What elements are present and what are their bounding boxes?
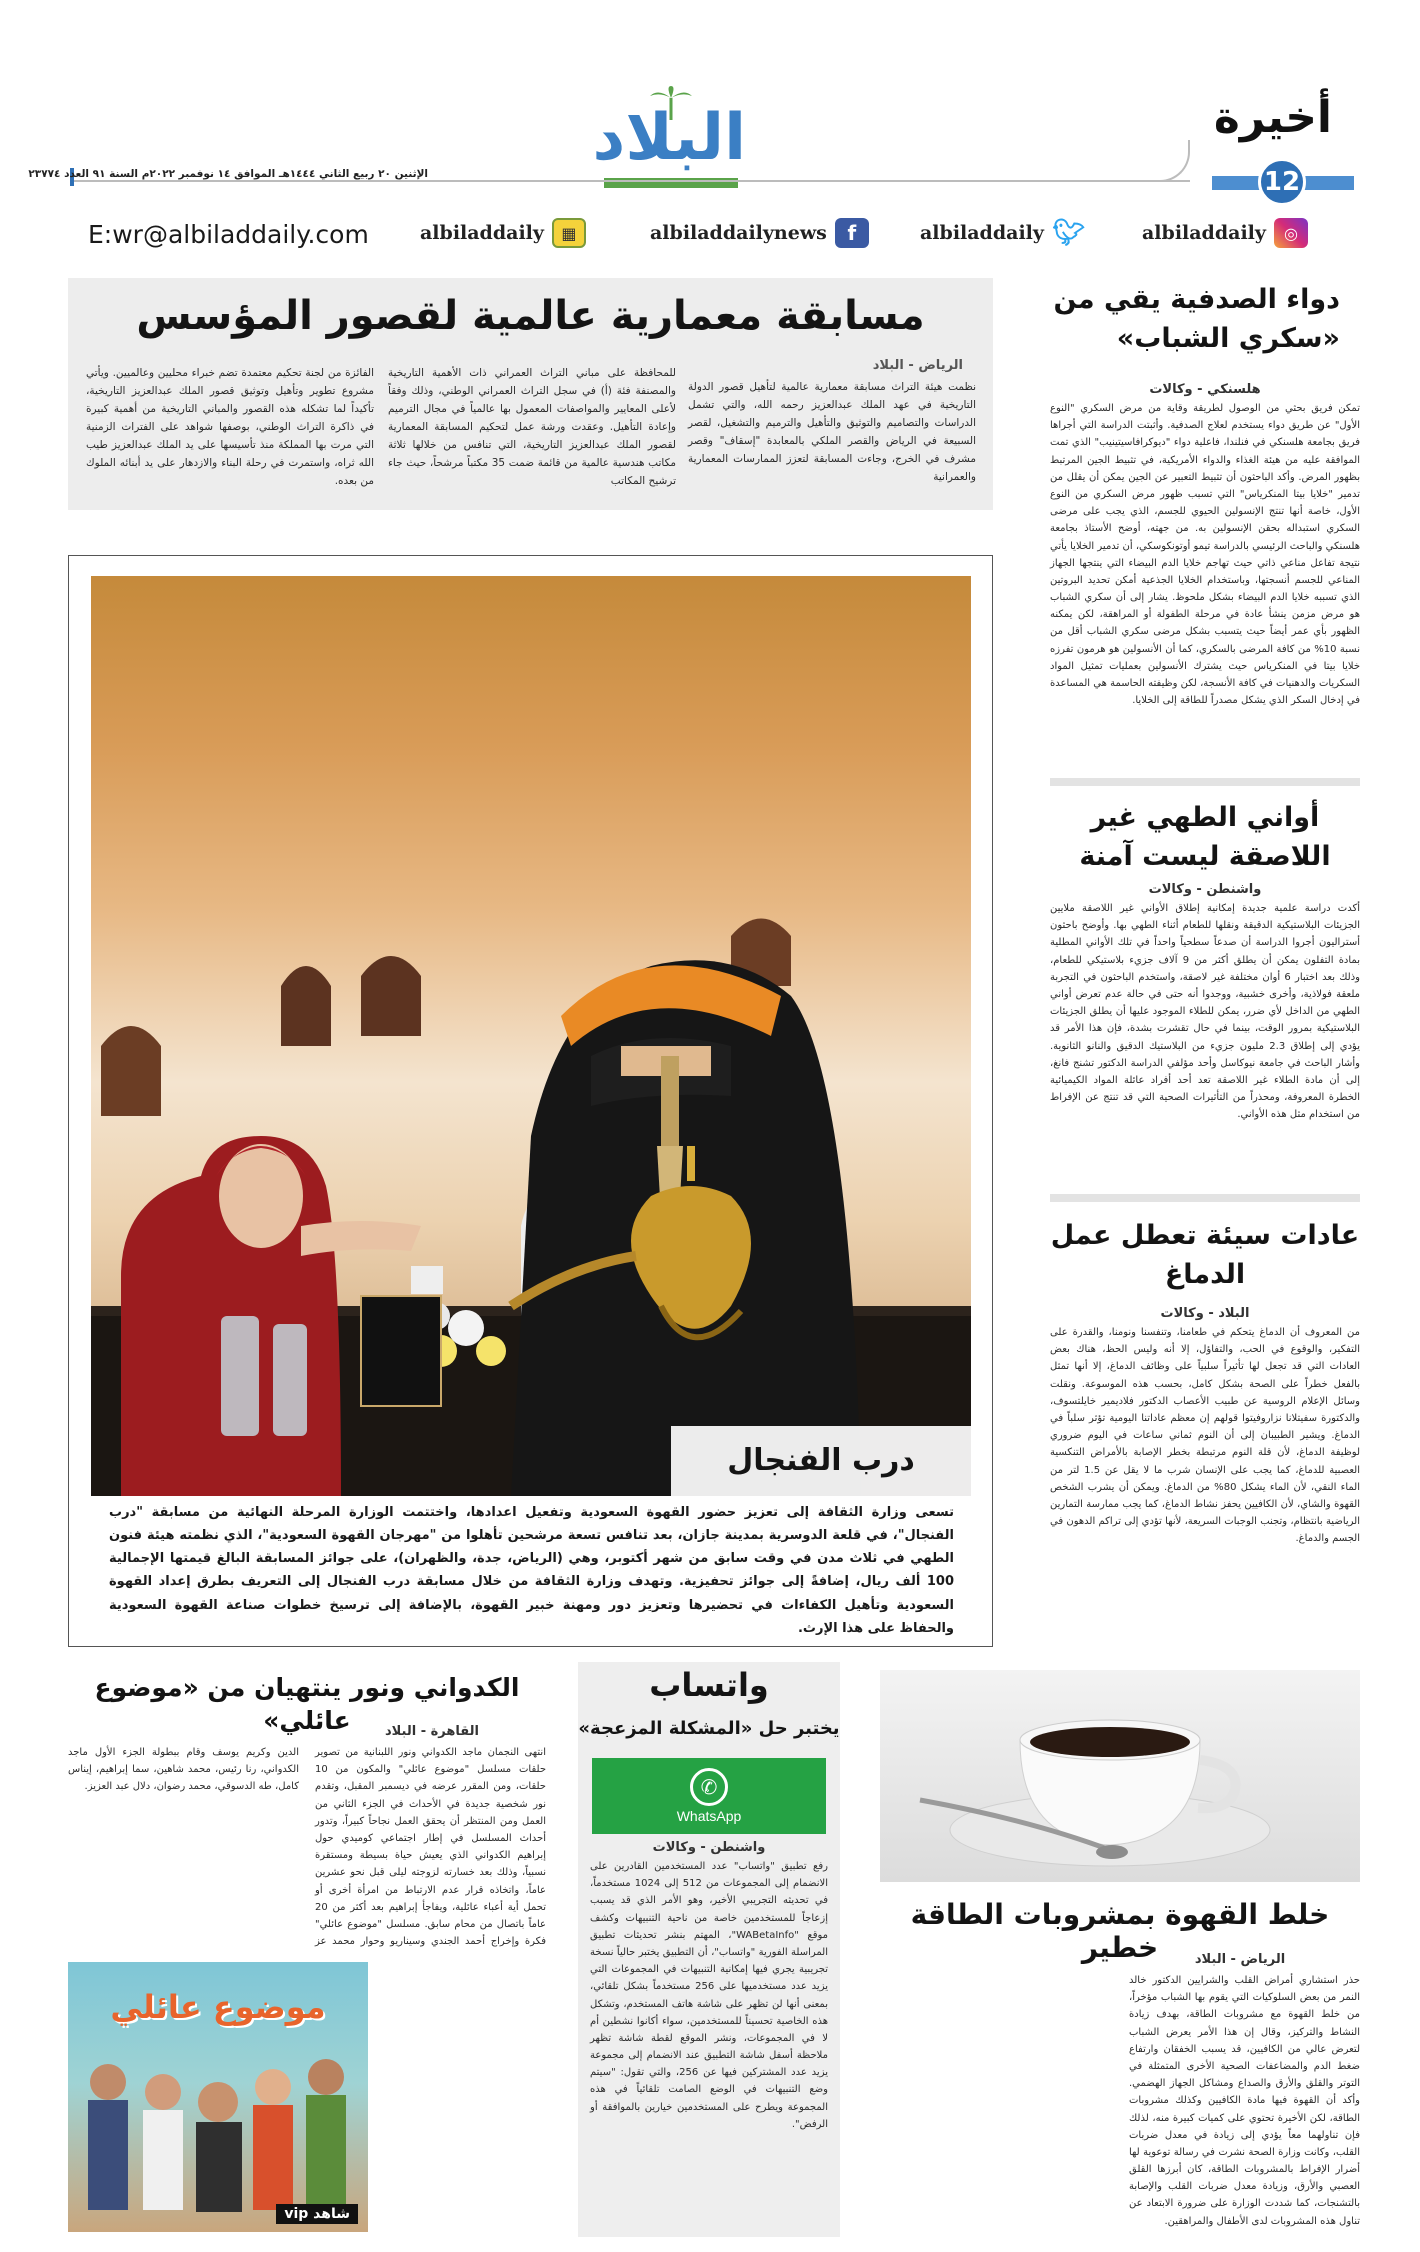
whatsapp-kicker: واتساب <box>649 1666 769 1704</box>
family-headline: الكدواني ونور ينتهيان من «موضوع عائلي» <box>94 1673 520 1735</box>
logo <box>592 86 746 190</box>
whatsapp-icon: ✆ <box>690 1768 728 1806</box>
whatsapp-logo <box>592 1758 826 1834</box>
main-story-box <box>68 278 993 510</box>
page-number: 12 <box>1258 158 1306 206</box>
feature-photo-illustration <box>91 576 971 1496</box>
twitter-handle: albiladdaily <box>920 222 1044 244</box>
series-poster-title: موضوع عائلي <box>110 1988 326 2026</box>
sidebar-article-3-headline: عادات سيئة تعطل عمل الدماغ <box>1050 1220 1360 1291</box>
email[interactable]: E:wr@albiladdaily.com <box>88 220 369 249</box>
feature-paragraph: تسعى وزارة الثقافة إلى تعزيز حضور القهوة السعودية وتفعيل اعدادها، واختتمت الوزارة المرحلة النهائية من مسابقة "درب الفنجال"، في قلعة الدوسرية بمدينة جازان، بعد تنافس تسعة مرشحين تأهلوا من "مهرجان القهوة السعودية"، الذي نظمته هيئة فنون الطهي في ثلاث مدن في وقت سابق من شهر أكتوبر، وهي (الرياض، جدة، والظهران)، على جوائز المسابقة البالغ قيمتها الإجمالية 100 ألف ريال، إضافةً إلى جوائز تحفيزية. وتهدف وزارة الثقافة من خلال مسابقة درب الفنجال إلى التعريف بطرق إعداد القهوة السعودية وتأهيل الكفاءات في تحضيرها وتعزيز دور ومهنة خبير القهوة، بالإضافة إلى ترسيخ خطوات صناعة القهوة السعودية والحفاظ على هذا الإرث. <box>109 1505 954 1636</box>
feature-photo <box>91 576 971 1496</box>
social-instagram[interactable] <box>1142 218 1308 248</box>
masthead <box>0 0 1420 250</box>
sidebar-article-1-headline: دواء الصدفية يقي من «سكري الشباب» <box>1053 284 1340 355</box>
feature-photo-caption: درب الفنجال <box>727 1443 915 1478</box>
sidebar-separator-2 <box>1050 1194 1360 1202</box>
sidebar-article-2-body: أكدت دراسة علمية جديدة إمكانية إطلاق الأواني غير اللاصقة ملايين الجزيئات البلاستيكية الدقيقة ونقلها للطعام أثناء الطهي بها. وأوضح باحثون أستراليون أجروا الدراسة أن صدعاً سطحياً واحداً في تلك الأواني المطلية بمادة التفلون يمكن أن يطلق أكثر من 9 آلاف جزيء بلاستيكي للطعام، وذلك بعد اختبار 6 أوان مختلفة غير لاصقة، واستخدم الباحثون في التجربة ملعقة فولاذية، وأخرى خشبية، ووجدوا أنه حتى في حالة عدم تعرض أواني الطهي من الداخل لأي ضرر، يمكن للطلاء الموجود عليها أن يطلق الجزيئات البلاستيكية بمرور الوقت، بينما في حال تقشرت بشدة، فإن هذا الأمر قد يؤدي إلى إطلاق 2.3 مليون جزيء من البلاستيك الدقيق والنانو الثانوية. وأشار الباحث في جامعة نيوكاسل وأحد مؤلفي الدراسة الدكتور تشنج فانغ، إلى أن مادة الطلاء غير اللاصقة تعد أحد أفراد عائلة المواد الكيميائية الخطرة المعروفة، ومحذراً من التأثيرات الصحية التي قد تنتج عن الإفراط من استخدام مثل هذه الأواني. <box>1050 903 1360 1121</box>
top-rule-right <box>1160 140 1190 182</box>
section-title: أخيرة <box>1213 92 1332 143</box>
sidebar <box>1050 270 1360 1660</box>
family-body: انتهى النجمان ماجد الكدواني ونور اللبنانية من تصوير حلقات مسلسل "موضوع عائلي" والمكون من 10 حلقات، ومن المقرر عرضه في ديسمبر المقبل، وتقدم نور شخصية جديدة في الأحداث في الجزء الثاني من العمل ومن المنتظر أن يحقق العمل نجاحاً كبيراً، وتدور أحداث المسلسل في إطار اجتماعي كوميدي حول إبراهيم الكدواني الذي يعيش حياة بسيطة ومستقرة نسبياً، وذلك بعد خسارته لزوجته ليلى قبل نحو عشرين عاماً، واتخاذه قرار عدم الارتباط من امرأة أخرى أو تحمل أية أعباء عائلية، ويفاجأ إبراهيم بعد أكثر من 20 عاماً باتصال من محام سابق. مسلسل "موضوع عائلي" فكرة وإخراج أحمد الجندي وسيناريو وحوار محمد عز الدين وكريم يوسف وقام ببطولة الجزء الأول ماجد الكدواني، رنا رئيس، محمد شاهين، سما إبراهيم، إيناس كامل، طه الدسوقي، محمد رضوان، دلال عبد العزيز. <box>68 1747 546 1948</box>
coffee-photo <box>880 1670 1360 1882</box>
instagram-handle: albiladdaily <box>1142 222 1266 244</box>
logo-text: البلاد <box>592 101 746 175</box>
main-headline: مسابقة معمارية عالمية لقصور المؤسس <box>136 293 925 339</box>
whatsapp-body: رفع تطبيق "واتساب" عدد المستخدمين القادرين على الانضمام إلى المجموعات من 512 إلى 1024 مستخدماً، في تحديثه التجريبي الأخير، وهو الأمر الذي قد يسبب إزعاجاً للمستخدمين خاصة من ناحية التنبيهات وكشف موقع "WABetaInfo"، المهتم بنشر تحديثات تطبيق المراسلة الفورية "واتساب"، أن التطبيق يختبر حالياً نسخة تجريبية يجري فيها إمكانية التنبيهات في المجموعات التي يزيد عدد مستخدميها على 256 مستخدماً بشكل تلقائي، بمعنى أنها لن تظهر على شاشة هاتف المستخدم، وتشكل هذه الخاصية تحسيناً للمستخدمين، سواء أكانوا نشطين أم لا في المجموعات، ونشر الموقع لقطة شاشة تظهر ملاحظة أسفل شاشة التطبيق عند الانضمام إلى مجموعة يزيد عدد المشتركين فيها عن 256، والتي تقول: "سيتم وضع التنبيهات في الوضع الصامت تلقائياً في هذه المجموعة ويطرح على المستخدمين خيارين بالموافقة أو الرفض". <box>590 1861 828 2130</box>
coffee-cup-illustration <box>880 1670 1360 1882</box>
main-column-2: للمحافظة على مباني التراث العمراني ذات الأهمية التاريخية والمصنفة فئة (أ) في سجل التراث العمراني الوطني، وذلك وفقاً لأعلى المعايير والمواصفات المعمول بها عالمياً في مجال الترميم وإعادة التأهيل. وعقدت ورشة عمل لتحكيم المسابقة المعمارية لقصور الملك عبدالعزيز التاريخية، التي تنافس من خلالها ثلاثة مكاتب هندسية عالمية من قائمة ضمت 35 مكتباً مرشحاً، حيث جاء ترشيح المكاتب <box>388 367 676 488</box>
whatsapp-byline: واشنطن - وكالات <box>652 1840 766 1855</box>
snapchat-icon: ▦ <box>552 218 586 248</box>
main-column-3: الفائزة من لجنة تحكيم معتمدة تضم خبراء محليين وعالميين. ويأتي مشروع تطوير وتأهيل وتوثيق قصور الملك عبدالعزيز التاريخية، تأكيداً لما تشكله هذه القصور والمباني التاريخية من أهمية كبيرة في ذاكرة التراث الوطني، بوصفها شواهد على الفترات الزمنية التي مرت بها المملكة منذ تأسيسها على يد الملك عبدالعزيز طيب الله ثراه، واستمرت في رحلة البناء والازدهار على يد أبنائه الملوك من بعده. <box>86 367 374 488</box>
whatsapp-headline: يختبر حل «المشكلة المزعجة» <box>578 1718 840 1739</box>
coffee-story <box>880 1662 1360 2237</box>
top-rule <box>70 180 1190 182</box>
coffee-body: حذر استشاري أمراض القلب والشرايين الدكتور خالد النمر من بعض السلوكيات التي يقوم بها الشباب مؤخراً، من خلط القهوة مع مشروبات الطاقة، بهدف زيادة النشاط والتركيز، وقال إن هذا الأمر يعرض الشباب لتعرض عالي من الكافيين، قد يسبب الخفقان وارتفاع ضغط الدم والمضاعفات الصحية الأخرى المتمثلة في التوتر والقلق والأرق والصداع ومشاكل الجهاز الهضمي. وأكد أن القهوة فيها مادة الكافيين وكذلك مشروبات الطاقة، لكن الأخيرة تحتوي على كميات كبيرة منه، لذلك فإن تناولهما معاً يؤدي إلى زيادة في معدل ضربات القلب، وكانت وزارة الصحة نشرت في رسالة توعوية لها أضرار الإفراط بالمشروبات الطاقة، كان أبرزها القلق العصبي والأرق، وزيادة معدل ضربات القلب والإصابة بالتشنجات، كما شددت الوزارة على ضرورة الابتعاد عن تناول هذه المشروبات لدى الأطفال والمراهقين. <box>1129 1975 1360 2227</box>
sidebar-separator-1 <box>1050 778 1360 786</box>
facebook-icon: f <box>835 218 869 248</box>
feature-box <box>68 555 993 1647</box>
sidebar-article-1-byline: هلسنكي - وكالات <box>1149 382 1261 397</box>
coffee-byline: الرياض - البلاد <box>1194 1952 1286 1967</box>
social-twitter[interactable] <box>920 218 1086 248</box>
sidebar-article-3-body: من المعروف أن الدماغ يتحكم في طعامنا، وتنفسنا ونومنا، والقدرة على التفكير، والوقوع في الحب، والتفاؤل، إلا أنه وليس الحظ، هناك بعض العادات التي قد تجعل لها تأثيراً سلبياً على وظائف الدماغ، إلا أنها تمثل بالفعل خطراً على الصحة بشكل كامل، بحسب هذه الموسوعة. ونقلت وسائل الإعلام الروسية عن طبيب الأعصاب الدكتور فلاديمير خايلتسوف، والدكتورة سفيتلانا نزاروفيتوا قولهم إن معظم عاداتنا اليومية تؤثر سلباً في الدماغ. ويشير الطبيبان إلى أن النوم ثماني ساعات في اليوم ضروري لوظيفة الدماغ، لأن قلة النوم مرتبطة بخطر الإصابة بالأمراض التنكسية العصبية للدماغ، كما يجب على الإنسان شرب ما لا يقل عن 1.5 لتر من الماء النقي، لأن الماء يشكل 80% من الدماغ. ويمكن أن يشرب الشخص القهوة والشاي، لأن الكافيين يحفز نشاط الدماغ، كما يجب ممارسة التمارين الرياضية بانتظام، وتجنب الوجبات السريعة، لأنها تؤدي إلى تراكم الدهون في الجسم والدماغ. <box>1050 1327 1361 1545</box>
sidebar-article-2-headline: أواني الطهي غير اللاصقة ليست آمنة <box>1079 802 1331 873</box>
coffee-headline: خلط القهوة بمشروبات الطاقة خطير <box>910 1898 1330 1964</box>
series-poster-cast <box>68 2032 368 2232</box>
feature-photo-caption-box <box>671 1426 971 1496</box>
instagram-icon: ◎ <box>1274 218 1308 248</box>
sidebar-article-1-body: تمكن فريق بحثي من الوصول لطريقة وقاية من مرض السكري "النوع الأول" عن طريق دواء يستخدم لعلاج الصدفية. وأثبتت الدراسة التي أجراها فريق بجامعة هلسنكي في فنلندا، فاعلية دواء "ديوكرافاسيتينيب" الذي تمت الموافقة عليه من هيئة الغذاء والدواء الأمريكية، في تثبيط الجين المرتبط بظهور المرض. وأكد الباحثون أن تثبيط التعبير عن الجين يمكن أن يقلل من تدمير "خلايا بيتا المنكرياس" التي تسبب ظهور مرض السكري من النوع الأول، خاصة أنها تنتج الإنسولين الحيوي للجسم، الذي يجب على مرضى السكري استبداله بحقن الإنسولين به. من جهته، أوضح الأستاذ بجامعة هلسنكي والباحث الرئيسي بالدراسة تيمو أوتونكوسكي، أن تدمير الخلايا يأتي نتيجة تفاعل مناعي ذاتي حيث تهاجم خلايا الدم البيضاء التي ينتجها الجهاز المناعي للجسم أنسجتها، وباستخدام الخلايا الجذعية أمكن تحديد البروتين الذي تسببه خلايا الدم البيضاء بشكل ملحوظ. يشار إلى أن سكري الشباب هو مرض مزمن ينشأ عادة في مرحلة الطفولة أو المراهقة، لكن يمكنه الظهور بأي عمر أيضاً حيث يتسبب بشكل مرضى سكري الشباب أقل من نسبة 10% من كافة المرضى بالسكري، كما أن الأنسولين هو هرمون تفرزه خلايا بيتا في المنكرياس حيث يشترك الأنسولين بعمليات تمثيل المواد السكريات والدهنيات في كافة الأنسجة، لكن وظيفته الحاسمة هي المساعدة في إدخال السكر الذي يشكل مصدراً للطاقة إلى الخلايا. <box>1050 403 1360 707</box>
series-poster <box>68 1962 368 2232</box>
series-poster-logo: شاهد vip <box>276 2204 358 2224</box>
social-snapchat[interactable] <box>420 218 586 248</box>
date-line: الإثنين ٢٠ ربيع الثاني ١٤٤٤هـ الموافق ١٤ نوفمبر ٢٠٢٢م السنة ٩١ العدد ٢٣٧٧٤ <box>28 168 428 180</box>
main-column-1: نظمت هيئة التراث مسابقة معمارية عالمية لتأهيل قصور الدولة التاريخية في عهد الملك عبدالعزيز رحمه الله، والتي تشمل الدراسات والتصاميم والتوثيق والتأهيل والترميم والتشغيل، لقصر السبيعة في الرياض والقصر الملكي بالمعابدة "إسقاف" وقصر مشرف في الخرج، وجاءت المسابقة لتعزز الممارسات المعمارية والعمرانية <box>688 381 976 484</box>
family-byline: القاهرة - البلاد <box>385 1724 479 1739</box>
main-byline: الرياض - البلاد <box>872 358 963 373</box>
snapchat-handle: albiladdaily <box>420 222 544 244</box>
whatsapp-story <box>578 1662 840 2237</box>
family-body-continued <box>380 1962 546 2232</box>
sidebar-article-3-byline: البلاد - وكالات <box>1160 1306 1250 1321</box>
twitter-icon: 🐦︎ <box>1052 218 1086 248</box>
whatsapp-logo-label: WhatsApp <box>676 1808 742 1824</box>
social-facebook[interactable] <box>650 218 869 248</box>
facebook-handle: albiladdailynews <box>650 222 827 244</box>
sidebar-article-2-byline: واشنطن - وكالات <box>1148 882 1262 897</box>
family-story <box>68 1662 546 2237</box>
